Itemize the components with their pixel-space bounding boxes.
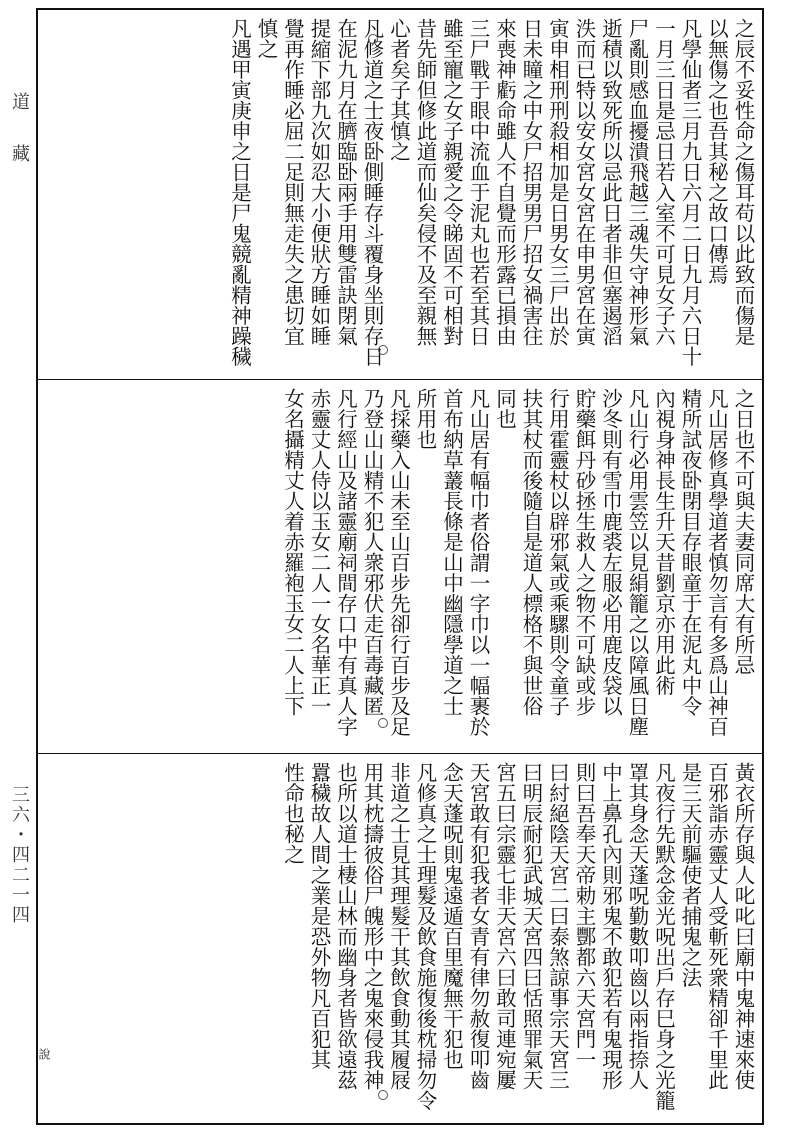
text-column: 之日也不可與夫妻同席大有所忌 [731, 388, 755, 675]
page-frame [36, 8, 764, 1125]
text-column: 尸亂則感血擾潰飛越三魂失守神形氣 [625, 18, 649, 346]
text-column: 扶其杖而後隨自是道人標格不與世俗 [519, 388, 543, 716]
binding-hole [368, 34, 378, 44]
text-band-middle [38, 380, 762, 752]
text-column: 覺再作睡必屈二足則無走失之患切宜 [280, 18, 305, 346]
text-column: 凡山居修真學道者慎勿言有多爲山神百 [704, 388, 729, 737]
text-column: 乃登山山精不犯人衆邪伏走百毒藏匿 [360, 388, 384, 716]
text-column: 中上鼻孔內則邪鬼不敢犯若有鬼現形 [598, 762, 623, 1090]
text-column: 內視身神長生升天昔劉京亦用此術 [651, 388, 676, 696]
text-column: 在泥九月在臍臨卧兩手用雙雷訣閉氣 [333, 18, 358, 346]
text-column: 首布納草䕺長條是山中幽隱學道之士 [439, 388, 464, 716]
text-column: 所用也 [413, 388, 437, 450]
text-column: 一月三日是忌日若入室不可見女子六 [651, 18, 676, 346]
binding-hole [378, 718, 388, 728]
text-column: 用其枕擣彼俗尸魄形中之鬼來侵我神 [360, 762, 384, 1090]
text-column: 罩其身念天蓬呪勤數叩齒以兩指捺人 [625, 762, 649, 1090]
text-column: 黃衣所存與人叱叱曰廟中鬼神速來使 [731, 762, 755, 1090]
text-column: 凡修道之士夜卧側睡存斗覆身坐則存日 [360, 18, 384, 367]
text-column: 性命也秘之 [280, 762, 305, 865]
text-column: 慎之 [254, 18, 278, 59]
text-column: 精所試夜卧閉目存眼童于在泥丸中令 [678, 388, 702, 716]
text-column: 貯藥餌丹砂拯生救人之物不可缺或步 [572, 388, 596, 716]
text-column: 沙冬則有雪巾鹿裘左服必用鹿皮袋以 [598, 388, 623, 716]
text-column: 同也 [492, 388, 517, 429]
text-column: 雖至寵之女子親愛之令睇固不可相對 [439, 18, 464, 346]
text-column: 凡修真之士理髮及飲食施復後枕掃勿令 [413, 762, 437, 1111]
text-column: 赤靈丈人侍以玉女二人一女名華正一 [307, 388, 331, 716]
text-column: 百邪詣赤靈丈人受斬死衆精卻千里此 [704, 762, 729, 1090]
text-column: 凡行經山及諸靈廟祠間存口中有真人字 [333, 388, 358, 737]
left-margin [0, 0, 36, 1137]
text-column: 心者矣子其慎之 [386, 18, 411, 162]
text-column: 凡採藥入山未至山百步先卻行百步及足 [386, 388, 411, 737]
page-number: 三六・四二一四 [9, 785, 30, 925]
text-band-bottom [38, 754, 762, 1125]
text-column: 三尸戰于眼中流血于泥丸也若至其日 [466, 18, 490, 346]
text-column: 寅申相刑刑殺相加是日男女三尸出於 [545, 18, 570, 346]
text-column: 逝積以致死所以忌此日者非但塞遏滔 [598, 18, 623, 346]
margin-title: 道藏 [9, 92, 30, 196]
text-column: 是三天前驅使者捕鬼之法 [678, 762, 702, 988]
text-column: 凡山居有幅巾者俗謂一字巾以一幅裹於 [466, 388, 490, 737]
text-column: 非道之士見其理髮干其飲食動其履屐 [386, 762, 411, 1090]
text-column: 日未瞳之中女尸招男男尸招女禍害往 [519, 18, 543, 346]
binding-hole [378, 1090, 388, 1100]
small-seal-mark: 說 [37, 1048, 51, 1060]
text-column: 念天蓬呪則鬼遠遁百里魔無干犯也 [439, 762, 464, 1070]
text-column: 囂穢故人間之業是恐外物凡百犯其 [307, 762, 331, 1070]
text-column: 凡遇甲寅庚申之日是尸鬼競亂精神躁穢 [227, 18, 252, 367]
text-column: 提縮下部九次如忍大小便狀方睡如睡 [307, 18, 331, 346]
text-column: 泆而已特以安女宮女宮在申男宮在寅 [572, 18, 596, 346]
text-column: 天宮敢有犯我者女青有律勿赦復叩齒 [466, 762, 490, 1090]
text-column: 則曰吾奉天帝勅主酆都六天宮門一 [572, 762, 596, 1070]
text-column: 行用霍靈杖以辟邪氣或乘騾則令童子 [545, 388, 570, 716]
text-band-top [38, 10, 762, 378]
text-column: 宮五曰宗靈七非天宮六曰敢司連宛屢 [492, 762, 517, 1090]
text-column: 女名攝精丈人着赤羅袍玉女二人上下 [280, 388, 305, 716]
text-column: 昔先師但修此道而仙矣侵不及至親無 [413, 18, 437, 346]
text-column: 曰紂絕陰天宮二曰泰煞諒事宗天宮三 [545, 762, 570, 1090]
text-column: 也所以道士棲山林而幽身者皆欲遠茲 [333, 762, 358, 1090]
text-column: 凡學仙者三月九日六月二日九月六日十 [678, 18, 702, 367]
binding-hole [378, 345, 388, 355]
text-column: 凡山行必用雲笠以見絹籠之以障風日塵 [625, 388, 649, 737]
text-column: 曰明辰耐犯武城天宮四曰恬照罪氣天 [519, 762, 543, 1090]
text-column: 之辰不妥性命之傷耳苟以此致而傷是 [731, 18, 755, 346]
text-column: 以無傷之也吾其秘之故口傳焉 [704, 18, 729, 285]
text-column: 凡夜行先默念金光呪出戶存巳身之光籠 [651, 762, 676, 1111]
text-column: 來喪神虧命雖人不自覺而形露已損由 [492, 18, 517, 346]
